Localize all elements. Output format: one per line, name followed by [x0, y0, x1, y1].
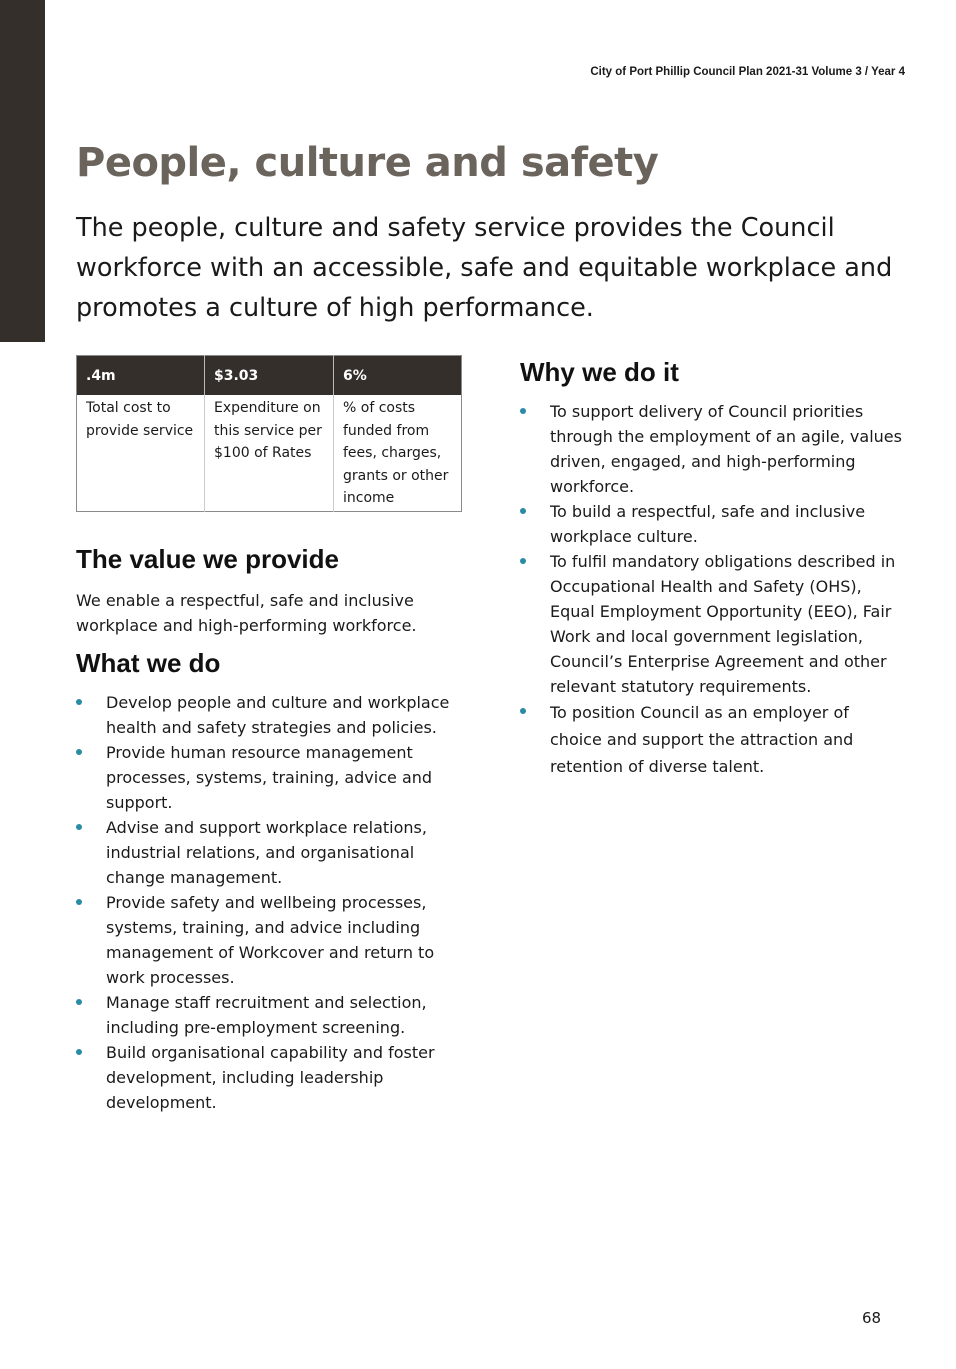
value-paragraph: We enable a respectful, safe and inclusive workplace and high-performing workforce.	[76, 591, 417, 635]
list-item	[520, 549, 905, 699]
bullet-dot	[520, 508, 526, 514]
list-item	[76, 740, 461, 815]
stat-total-cost: .4m	[77, 356, 205, 396]
bullet-dot	[520, 708, 526, 714]
list-item-text: To position Council as an employer of choice and support the attraction and retention of diverse talent.	[550, 703, 854, 776]
list-item	[76, 890, 461, 990]
bullet-dot	[76, 899, 82, 905]
stat-percent-funded: 6%	[334, 356, 462, 396]
list-item	[76, 815, 461, 890]
stats-description-row	[77, 395, 462, 511]
list-item	[76, 990, 461, 1040]
list-item-text: Provide safety and wellbeing processes, systems, training, and advice including management of Workcover and return to work processes.	[106, 893, 435, 987]
list-item-text: Build organisational capability and foster development, including leadership development.	[106, 1043, 435, 1112]
stat-description: % of costs funded from fees, charges, grants or other income	[334, 395, 462, 511]
why-we-do-it-list	[520, 399, 905, 780]
stats-header-row	[77, 356, 462, 396]
page-title: People, culture and safety	[76, 140, 659, 186]
bullet-dot	[76, 699, 82, 705]
what-we-do-list	[76, 690, 461, 1115]
list-item-text: Provide human resource management processes, systems, training, advice and support.	[106, 743, 433, 812]
list-item-text: To build a respectful, safe and inclusive workplace culture.	[550, 502, 866, 546]
what-heading: What we do	[76, 648, 221, 678]
bullet-dot	[76, 1049, 82, 1055]
decorative-side-band	[0, 0, 45, 342]
bullet-dot	[76, 824, 82, 830]
page-number: 68	[862, 1309, 882, 1327]
service-stats-table	[76, 355, 462, 512]
list-item-text: Advise and support workplace relations, industrial relations, and organisational change management.	[106, 818, 427, 887]
running-header: City of Port Phillip Council Plan 2021-31 Volume 3 / Year 4	[590, 66, 905, 78]
bullet-dot	[76, 749, 82, 755]
list-item	[76, 1040, 461, 1115]
value-heading: The value we provide	[76, 544, 339, 574]
list-item-text: Manage staff recruitment and selection, including pre-employment screening.	[106, 993, 427, 1037]
bullet-dot	[76, 999, 82, 1005]
list-item-text: To support delivery of Council priorities through the employment of an agile, values driven, engaged, and high-performing workforce.	[550, 402, 902, 496]
list-item-text: Develop people and culture and workplace health and safety strategies and policies.	[106, 693, 450, 737]
list-item	[76, 690, 461, 740]
list-item	[520, 399, 905, 499]
stat-description: Total cost to provide service	[86, 400, 194, 439]
stat-expenditure-per-100: $3.03	[205, 356, 334, 396]
list-item-text: To fulfil mandatory obligations described in Occupational Health and Safety (OHS), Equal Employment Opportunity (EEO), Fair Work and local government legislation, Council’s Enterprise Agreement and other relevant statutory requirements.	[550, 552, 896, 696]
intro-paragraph: The people, culture and safety service provides the Council workforce with an accessible, safe and equitable workplace and promotes a culture of high performance.	[76, 213, 893, 323]
bullet-dot	[520, 408, 526, 414]
list-item	[520, 699, 905, 780]
list-item	[520, 499, 905, 549]
bullet-dot	[520, 558, 526, 564]
why-heading: Why we do it	[520, 357, 679, 387]
stat-description: Expenditure on this service per $100 of Rates	[205, 395, 334, 511]
